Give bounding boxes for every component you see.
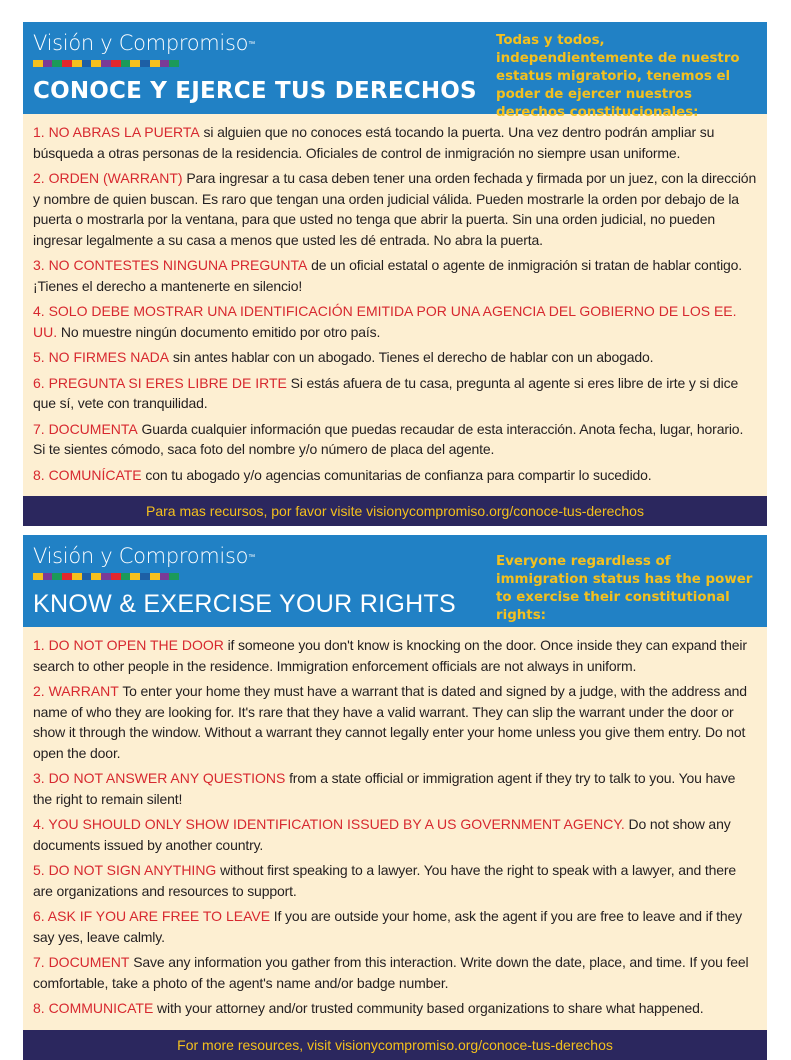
rights-item-heading: 4. YOU SHOULD ONLY SHOW IDENTIFICATION ISSUED BY A US GOVERNMENT AGENCY.	[33, 816, 625, 832]
rights-item-text: Si estás afuera de tu casa, pregunta al agente si eres libre de irte y si dice que sí, vete con tranquilidad.	[33, 374, 739, 411]
rights-card-spanish	[23, 22, 767, 526]
pattern-segment	[111, 60, 121, 67]
pattern-segment	[101, 573, 111, 580]
pattern-segment	[121, 573, 131, 580]
rights-item	[33, 906, 757, 947]
pattern-segment	[43, 573, 53, 580]
rights-item	[33, 814, 757, 855]
pattern-segment	[121, 60, 131, 67]
pattern-segment	[169, 573, 179, 580]
pattern-segment	[91, 573, 101, 580]
pattern-segment	[43, 60, 53, 67]
brand-name: Visión y Compromiso	[33, 31, 249, 55]
rights-item	[33, 255, 757, 296]
rights-item-text: without first speaking to a lawyer. You have the right to speak with a lawyer, and there are organizations and resources to support.	[33, 862, 737, 899]
pattern-segment	[82, 60, 92, 67]
rights-item-text: con tu abogado y/o agencias comunitarias de confianza para compartir lo sucedido.	[141, 466, 652, 483]
rights-item-heading: 5. NO FIRMES NADA	[33, 349, 170, 365]
rights-item-heading: 8. COMUNÍCATE	[33, 466, 142, 483]
rights-item	[33, 952, 757, 993]
trademark-symbol: ™	[248, 553, 255, 561]
pattern-segment	[101, 60, 111, 67]
brand-logo-text	[33, 544, 255, 568]
pattern-segment	[33, 60, 43, 67]
pattern-segment	[33, 573, 43, 580]
resources-link[interactable]: For more resources, visit visionycompromiso.org/conoce-tus-derechos	[177, 1036, 613, 1053]
rights-item	[33, 347, 757, 368]
rights-item-heading: 6. PREGUNTA SI ERES LIBRE DE IRTE	[33, 374, 287, 391]
pattern-segment	[52, 573, 62, 580]
rights-item	[33, 301, 757, 342]
resources-link[interactable]: Para mas recursos, por favor visite visionycompromiso.org/conoce-tus-derechos	[146, 503, 644, 519]
rights-item	[33, 768, 757, 809]
rights-item-heading: 3. NO CONTESTES NINGUNA PREGUNTA	[33, 257, 308, 273]
rights-item-heading: 7. DOCUMENTA	[33, 420, 138, 437]
rights-item-text: sin antes hablar con un abogado. Tienes el derecho de hablar con un abogado.	[169, 349, 654, 365]
pattern-segment	[72, 573, 82, 580]
pattern-segment	[91, 60, 101, 67]
pattern-segment	[52, 60, 62, 67]
rights-item-heading: 7. DOCUMENT	[33, 954, 130, 970]
pattern-segment	[130, 573, 140, 580]
card-tagline: Everyone regardless of immigration status has the power to exercise their constitutional rights:	[496, 554, 753, 623]
pattern-segment	[72, 60, 82, 67]
rights-item-heading: 2. WARRANT	[33, 683, 119, 699]
greek-key-pattern-icon	[33, 60, 179, 67]
rights-item-text: No muestre ningún documento emitido por otro país.	[57, 323, 381, 340]
pattern-segment	[62, 60, 72, 67]
greek-key-pattern-icon	[33, 573, 179, 580]
rights-item-heading: 1. DO NOT OPEN THE DOOR	[33, 637, 224, 653]
rights-item	[33, 168, 757, 250]
pattern-segment	[140, 60, 150, 67]
rights-card-english	[23, 535, 767, 1060]
rights-item-text: Guarda cualquier información que puedas recaudar de esta interacción. Anota fecha, lugar, horario. Si te sientes cómodo, saca foto del nombre y/o número de placa del agente.	[33, 420, 744, 457]
rights-item-text: Save any information you gather from this interaction. Write down the date, place, and time. If you feel comfortable, take a photo of the agent's name and/or badge number.	[33, 954, 749, 991]
trademark-symbol: ™	[248, 40, 255, 48]
rights-item-text: To enter your home they must have a warrant that is dated and signed by a judge, with the address and name of who they are looking for. It's rare that they have a valid warrant. They can slip the warrant under the door or show it through the window. Without a warrant they cannot legally enter your home unless you give them entry. Do not open the door.	[33, 683, 747, 761]
pattern-segment	[111, 573, 121, 580]
pattern-segment	[82, 573, 92, 580]
pattern-segment	[160, 60, 170, 67]
rights-item	[33, 998, 757, 1019]
pattern-segment	[140, 573, 150, 580]
rights-item	[33, 635, 757, 676]
resources-footer	[23, 1030, 767, 1060]
card-headline: KNOW & EXERCISE YOUR RIGHTS	[33, 590, 456, 618]
pattern-segment	[169, 60, 179, 67]
rights-list	[23, 627, 767, 1030]
rights-item	[33, 122, 757, 163]
pattern-segment	[130, 60, 140, 67]
rights-item-text: from a state official or immigration agent if they try to talk to you. You have the right to remain silent!	[33, 770, 736, 807]
rights-item-text: If you are outside your home, ask the agent if you are free to leave and if they say yes, leave calmly.	[33, 908, 742, 945]
rights-item-heading: 3. DO NOT ANSWER ANY QUESTIONS	[33, 770, 286, 786]
rights-item-heading: 6. ASK IF YOU ARE FREE TO LEAVE	[33, 908, 271, 924]
card-tagline: Todas y todos, independientemente de nuestro estatus migratorio, tenemos el poder de ejercer nuestros derechos constitucionales:	[496, 33, 740, 120]
card-header	[23, 22, 767, 120]
rights-item	[33, 419, 757, 460]
rights-item-heading: 2. ORDEN (WARRANT)	[33, 170, 183, 186]
pattern-segment	[62, 573, 72, 580]
pattern-segment	[160, 573, 170, 580]
pattern-segment	[150, 60, 160, 67]
rights-item-heading: 8. COMMUNICATE	[33, 1000, 154, 1016]
brand-name: Visión y Compromiso	[33, 544, 249, 568]
rights-item	[33, 373, 757, 414]
pattern-segment	[150, 573, 160, 580]
rights-item-text: with your attorney and/or trusted community based organizations to share what happened.	[153, 1000, 704, 1016]
rights-item-text: Do not show any documents issued by another country.	[33, 816, 731, 853]
rights-list	[23, 114, 767, 496]
rights-item	[33, 465, 757, 486]
rights-item-text: si alguien que no conoces está tocando la puerta. Una vez dentro podrán ampliar su búsqueda a otras personas de la residencia. Oficiales de control de inmigración no siempre usan uniforme.	[33, 124, 715, 161]
rights-item	[33, 681, 757, 763]
rights-item-text: if someone you don't know is knocking on the door. Once inside they can expand their search to other people in the residence. Immigration enforcement officials are not always in uniform.	[33, 637, 747, 674]
resources-footer	[23, 496, 767, 526]
card-header	[23, 535, 767, 627]
rights-item-text: de un oficial estatal o agente de inmigración si tratan de hablar contigo. ¡Tienes el derecho a mantenerte en silencio!	[33, 257, 743, 294]
rights-item	[33, 860, 757, 901]
rights-item-heading: 4. SOLO DEBE MOSTRAR UNA IDENTIFICACIÓN EMITIDA POR UNA AGENCIA DEL GOBIERNO DE LOS EE. UU.	[33, 303, 737, 340]
rights-item-heading: 1. NO ABRAS LA PUERTA	[33, 124, 200, 140]
rights-item-heading: 5. DO NOT SIGN ANYTHING	[33, 862, 217, 878]
brand-logo-text	[33, 31, 255, 55]
rights-item-text: Para ingresar a tu casa deben tener una orden fechada y firmada por un juez, con la dirección y nombre de quien buscan. Es raro que tengan una orden judicial válida. Pueden mostrarle la orden por debajo de la puerta o mostrarla por la ventana, para que usted no tenga que abrir la puerta. Sin una orden judicial, no pueden ingresar legalmente a su casa a menos que usted les dé entrada. No abra la puerta.	[33, 170, 757, 248]
card-headline: CONOCE Y EJERCE TUS DERECHOS	[33, 78, 477, 104]
